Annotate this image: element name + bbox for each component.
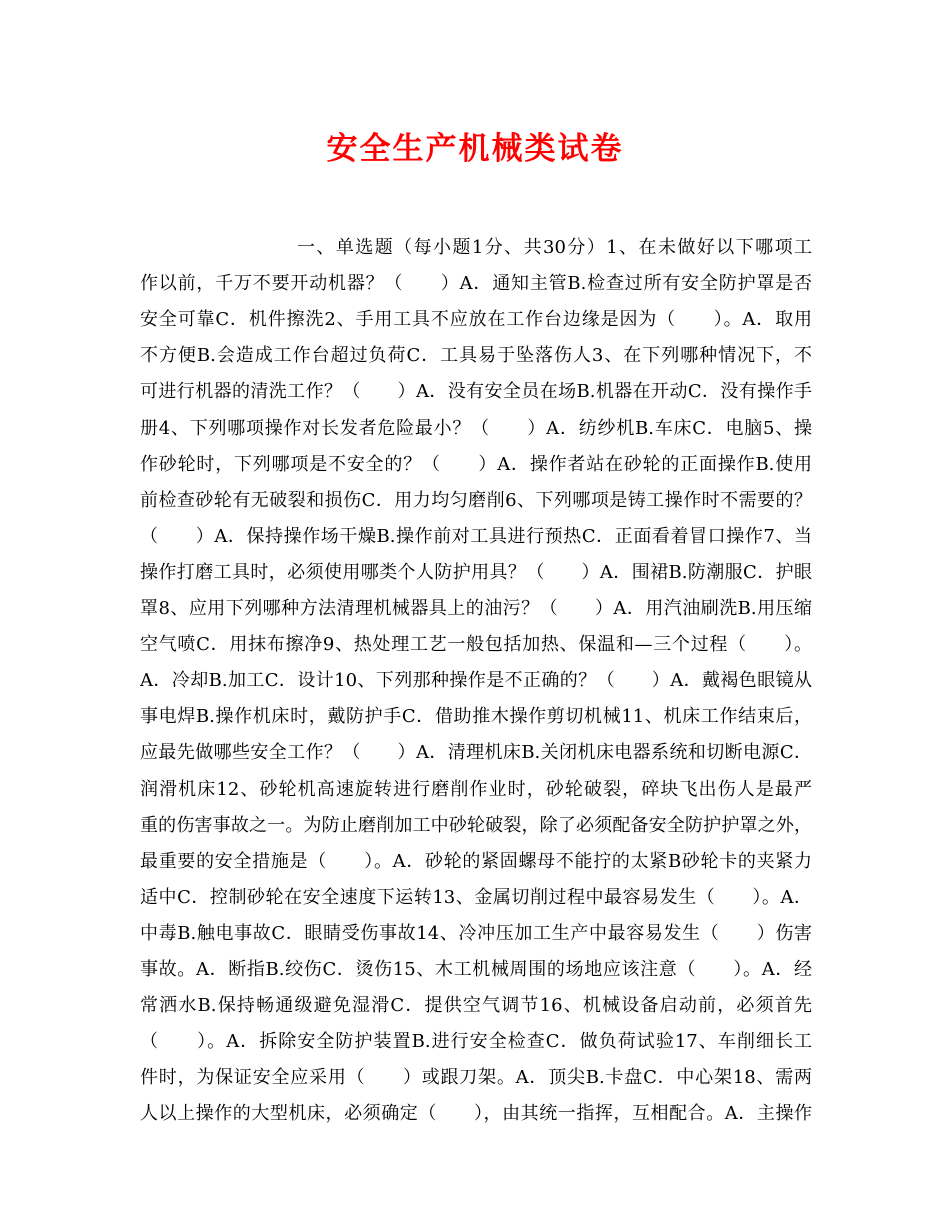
body-line: 中毒B.触电事故C．眼睛受伤事故14、冷冲压加工生产中最容易发生（ ）伤害	[140, 922, 812, 944]
body-line: 罩8、应用下列哪种方法清理机械器具上的油污？（ ）A．用汽油刷洗B.用压缩	[140, 598, 812, 619]
body-line: 适中C．控制砂轮在安全速度下运转13、金属切削过程中最容易发生（ ）。A．	[140, 886, 812, 908]
body-line: 作砂轮时，下列哪项是不安全的？（ ）A．操作者站在砂轮的正面操作B.使用	[140, 453, 812, 475]
body-line: 常洒水B.保持畅通级避免湿滑C．提供空气调节16、机械设备启动前，必须首先	[140, 995, 812, 1017]
body-line: 事故。A．断指B.绞伤C．烫伤15、木工机械周围的场地应该注意（ ）。A．经	[140, 959, 812, 980]
body-line: 不方便B.会造成工作台超过负荷C．工具易于坠落伤人3、在下列哪种情况下，不	[140, 345, 812, 367]
body-line: 最重要的安全措施是（ ）。A．砂轮的紧固螺母不能拧的太紧B砂轮卡的夹紧力	[140, 850, 812, 872]
body-line: 润滑机床12、砂轮机高速旋转进行磨削作业时，砂轮破裂，碎块飞出伤人是最严	[140, 778, 812, 800]
body-line: 安全可靠C．机件擦洗2、手用工具不应放在工作台边缘是因为（ ）。A．取用	[140, 309, 812, 331]
body-line: 可进行机器的清洗工作？（ ）A．没有安全员在场B.机器在开动C．没有操作手	[140, 381, 812, 403]
body-line: 事电焊B.操作机床时，戴防护手C．借助推木操作剪切机械11、机床工作结束后，	[140, 706, 812, 728]
body-line: 册4、下列哪项操作对长发者危险最小？（ ）A．纺纱机B.车床C．电脑5、操	[140, 417, 812, 439]
body-line: 件时，为保证安全应采用（ ）或跟刀架。A．顶尖B.卡盘C．中心架18、需两	[140, 1067, 812, 1089]
body-line: （ ）。A．拆除安全防护装置B.进行安全检查C．做负荷试验17、车削细长工	[140, 1031, 812, 1053]
body-line: 应最先做哪些安全工作？（ ）A．清理机床B.关闭机床电器系统和切断电源C．	[140, 742, 812, 764]
body-line: 一、单选题（每小题1分、共30分）1、在未做好以下哪项工	[297, 237, 812, 258]
body-line: （ ）A．保持操作场干燥B.操作前对工具进行预热C．正面看着冒口操作7、当	[140, 525, 812, 547]
body-line: A．冷却B.加工C．设计10、下列那种操作是不正确的？（ ）A．戴褐色眼镜从	[140, 670, 812, 692]
body-line: 操作打磨工具时，必须使用哪类个人防护用具？（ ）A．围裙B.防潮服C．护眼	[140, 561, 812, 583]
document-title: 安全生产机械类试卷	[326, 131, 624, 167]
body-line: 前检查砂轮有无破裂和损伤C．用力均匀磨削6、下列哪项是铸工操作时不需要的？	[140, 489, 812, 511]
body-line: 空气喷C．用抹布擦净9、热处理工艺一般包括加热、保温和—三个过程（ ）。	[140, 634, 812, 656]
body-line: 人以上操作的大型机床，必须确定（ ），由其统一指挥，互相配合。A．主操作	[140, 1103, 812, 1125]
body-line: 重的伤害事故之一。为防止磨削加工中砂轮破裂，除了必须配备安全防护护罩之外，	[140, 814, 812, 836]
body-line: 作以前，千万不要开动机器？（ ）A．通知主管B.检查过所有安全防护罩是否	[140, 273, 812, 295]
